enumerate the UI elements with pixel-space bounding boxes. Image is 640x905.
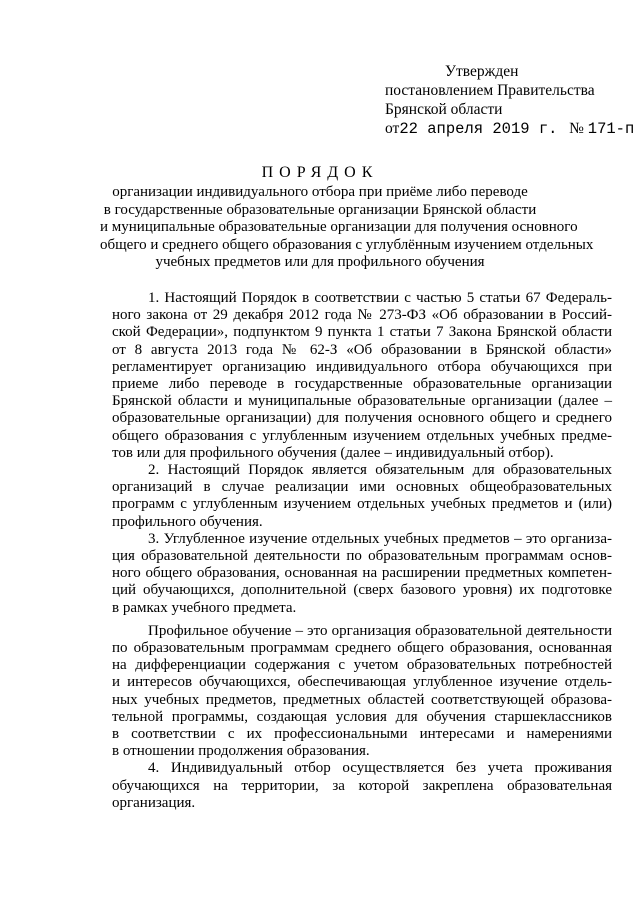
paragraph-4 [112,760,612,812]
paragraph-line: общего образования с углубленным изучением отдельных учебных предме- [112,427,612,444]
paragraph-line: 2. Настоящий Порядок является обязательным для образовательных [148,462,612,479]
paragraph-line: 1. Настоящий Порядок в соответствии с частью 5 статьи 67 Федераль- [148,290,612,306]
paragraph-line: в рамках учебного предмета. [112,599,297,616]
paragraph-line: в соответствии с их профессиональными интересами и намерениями [112,726,612,743]
paragraph-line: ций обучающихся, дополнительной (сверх базового уровня) их подготовке [112,582,612,599]
document-title: ПОРЯДОК [261,164,379,181]
paragraph-line: 3. Углубленное изучение отдельных учебных предметов – это организа- [148,530,612,547]
paragraph-line: ской Федерации», подпунктом 9 пункта 1 статьи 7 Закона Брянской области [112,324,612,341]
paragraph-line: обучающихся на территории, за которой закреплена образовательная [112,777,612,794]
approval-date: 22 апреля 2019 г. [399,120,558,138]
document-body [112,290,612,812]
paragraph-line: и интересов обучающихся, обеспечивающая углубленное изучение отдель- [112,674,612,691]
paragraph-2 [112,462,612,531]
paragraph-line: по образовательным программам среднего общего образования, основанная [112,640,612,657]
subtitle-line: и муниципальные образовательные организации для получения основного [100,219,578,235]
paragraph-1 [112,290,612,462]
subtitle-line: общего и среднего общего образования с углублённым изучением отдельных [100,236,594,253]
approval-line-1: Утвержден [445,63,519,80]
date-prefix: от [385,120,400,137]
paragraph-line: 4. Индивидуальный отбор осуществляется без учета проживания [148,760,612,777]
paragraph-line: Брянской области и муниципальные образовательные организации (далее – [112,393,612,410]
document-subtitle [100,184,594,272]
approval-stamp [385,62,634,139]
paragraph-line: ного общего образования, основанная на расширении предметных компетен- [112,565,612,582]
paragraph-line: профильного обучения. [112,513,263,530]
approval-date-line [385,119,634,139]
subtitle-line: учебных предметов или для профильного обучения [155,254,485,270]
approval-line-2: постановлением Правительства [385,82,595,99]
number-prefix: № [569,120,584,137]
paragraph-line: образовательные организации) для получения основного общего и среднего [112,410,612,427]
paragraph-line: приеме либо переводе в государственные образовательные организации [112,376,612,393]
paragraph-line: программ с углубленным изучением отдельных учебных предметов и (или) [112,496,612,513]
paragraph-line: тов или для профильного обучения (далее – индивидуальный отбор). [112,444,554,461]
paragraph-line: ного закона от 29 декабря 2012 года № 273-ФЗ «Об образовании в Россий- [112,307,612,324]
paragraph-line: организаций в случае реализации ими основных общеобразовательных [112,479,612,496]
subtitle-line: организации индивидуального отбора при приёме либо переводе [112,184,528,200]
paragraph-line: ных учебных предметов, предметных областей соответствующей образова- [112,691,612,708]
paragraph-line: организация. [112,794,196,811]
paragraph-line: ция образовательной деятельности по образовательным программам основ- [112,548,612,565]
paragraph-line: Профильное обучение – это организация образовательной деятельности [148,622,612,639]
paragraph-line: регламентирует организацию индивидуального отбора обучающихся при [112,358,612,375]
approval-number: 171-п [587,120,635,138]
subtitle-line: в государственные образовательные организации Брянской области [103,201,537,218]
paragraph-line: от 8 августа 2013 года № 62-З «Об образовании в Брянской области» [112,341,612,358]
paragraph-3 [112,531,612,617]
paragraph-line: тельной программы, создающая условия для обучения старшеклассников [112,708,612,725]
paragraph-line: в отношении продолжения образования. [112,743,370,760]
approval-line-3: Брянской области [385,101,503,118]
paragraph-profile-definition [112,623,612,761]
paragraph-line: на дифференциации содержания с учетом образовательных потребностей [112,657,612,674]
